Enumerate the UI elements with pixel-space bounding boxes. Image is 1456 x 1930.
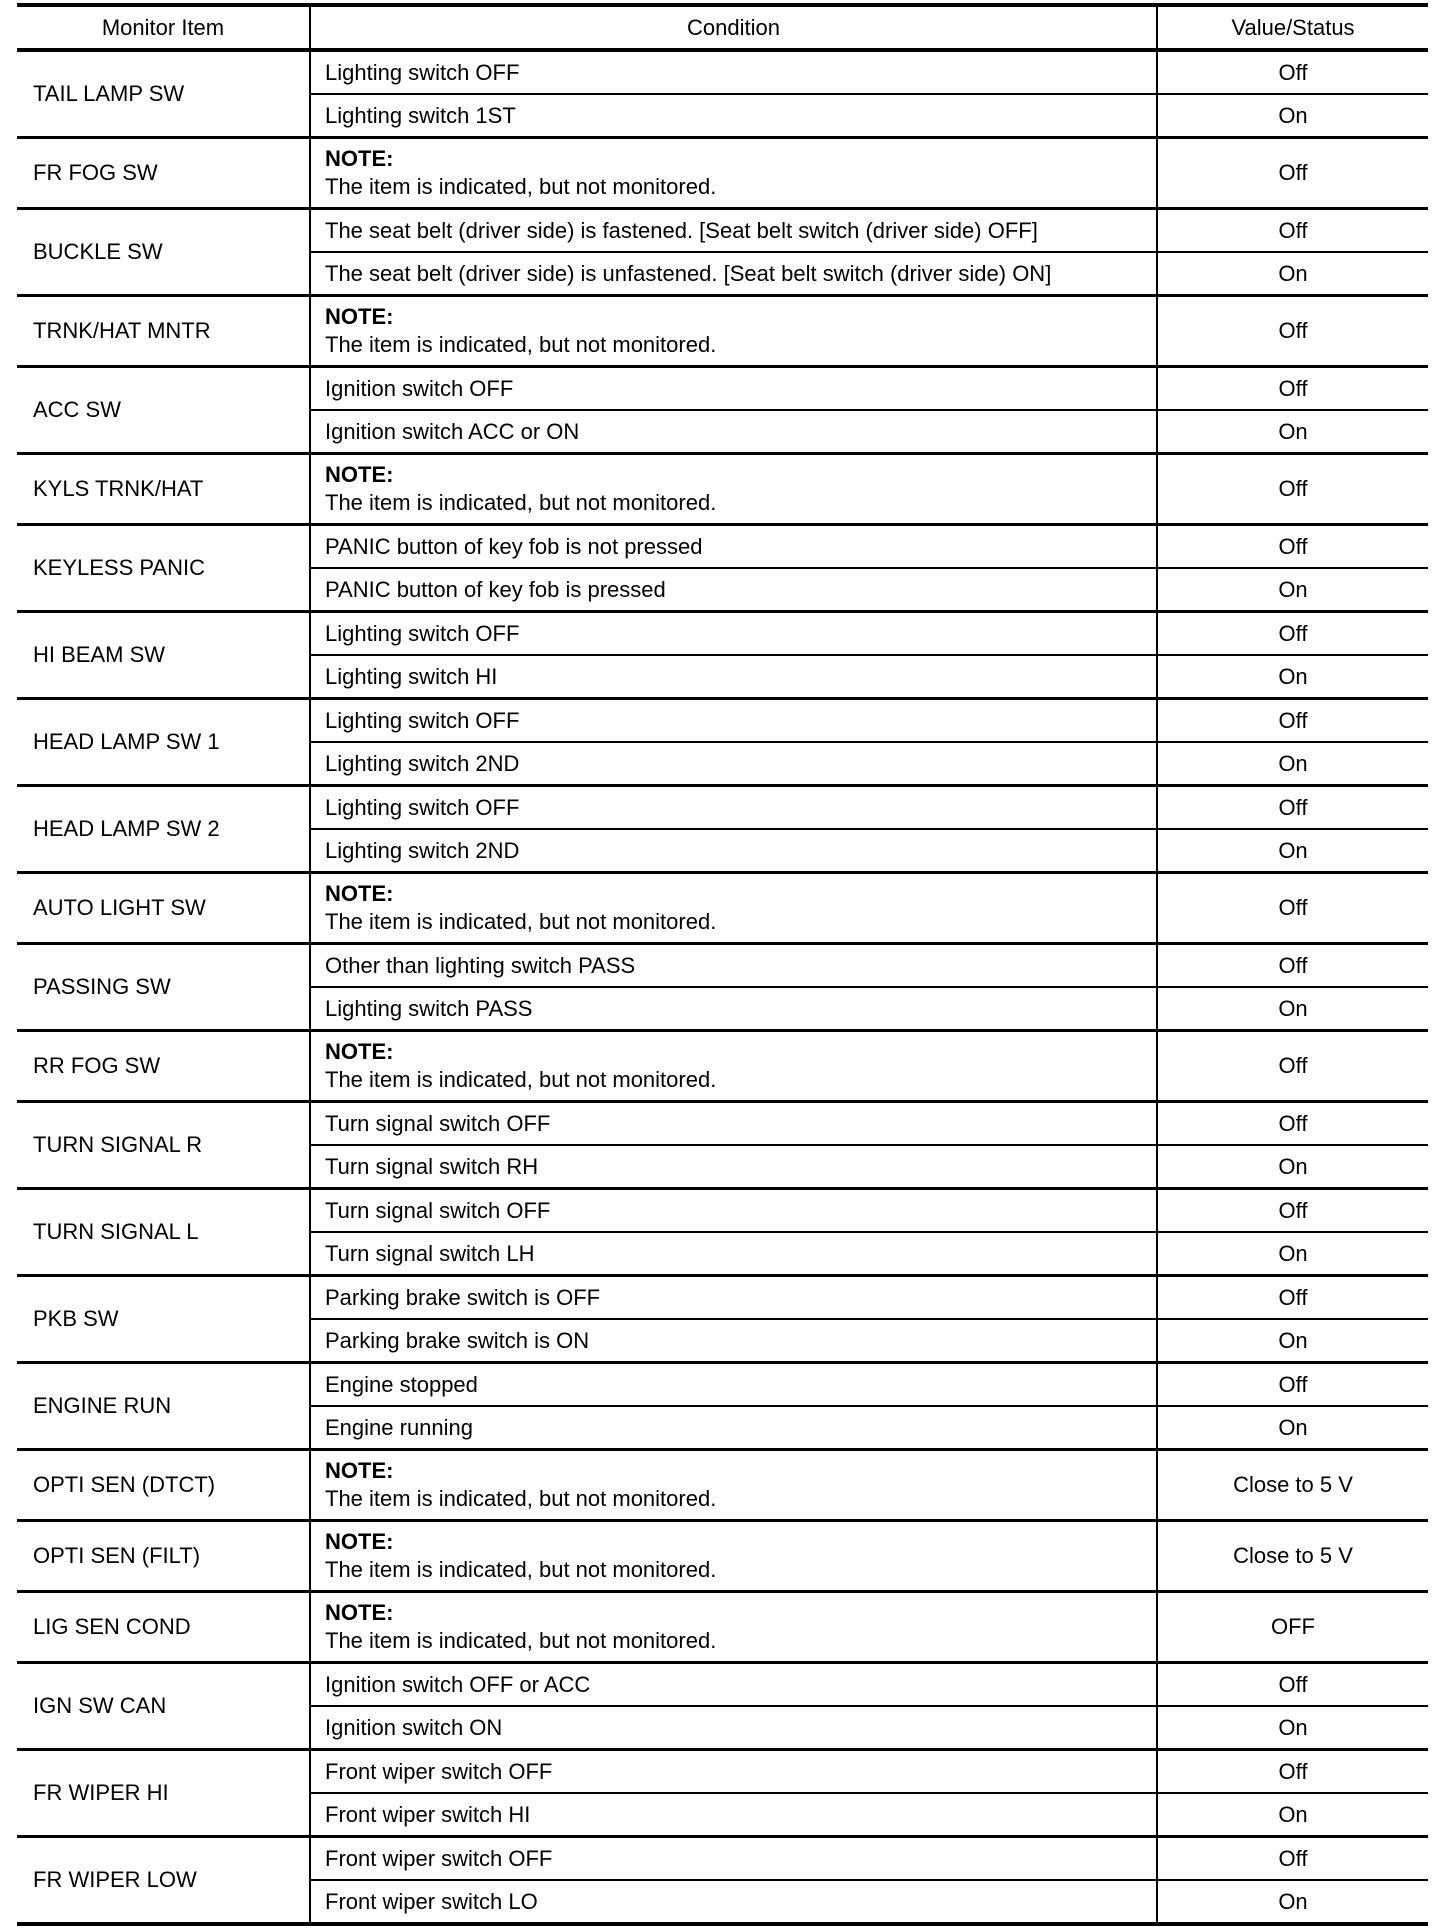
value-status-cell: Off — [1157, 873, 1428, 944]
monitor-item-cell: HI BEAM SW — [17, 612, 310, 699]
condition-cell — [310, 1592, 1157, 1663]
condition-cell: Ignition switch ACC or ON — [310, 410, 1157, 454]
table-row — [17, 1592, 1428, 1663]
value-status-cell: On — [1157, 1793, 1428, 1837]
monitor-item-cell: KYLS TRNK/HAT — [17, 454, 310, 525]
table-row — [17, 1189, 1428, 1233]
monitor-item-cell: KEYLESS PANIC — [17, 525, 310, 612]
condition-cell: Turn signal switch LH — [310, 1232, 1157, 1276]
monitor-item-cell: OPTI SEN (FILT) — [17, 1521, 310, 1592]
table-row — [17, 1031, 1428, 1102]
condition-cell: The seat belt (driver side) is fastened. [Seat belt switch (driver side) OFF] — [310, 209, 1157, 253]
condition-cell: Lighting switch OFF — [310, 50, 1157, 94]
monitor-item-cell: IGN SW CAN — [17, 1663, 310, 1750]
value-status-cell: Off — [1157, 1031, 1428, 1102]
monitor-item-cell: TURN SIGNAL R — [17, 1102, 310, 1189]
condition-cell: Front wiper switch HI — [310, 1793, 1157, 1837]
value-status-cell: Off — [1157, 699, 1428, 743]
value-status-cell: Off — [1157, 786, 1428, 830]
monitor-item-cell: ENGINE RUN — [17, 1363, 310, 1450]
value-status-cell: On — [1157, 1406, 1428, 1450]
table-row — [17, 525, 1428, 569]
value-status-cell: On — [1157, 829, 1428, 873]
note-text: The item is indicated, but not monitored. — [325, 1067, 717, 1092]
value-status-cell: Off — [1157, 296, 1428, 367]
note-text: The item is indicated, but not monitored. — [325, 1486, 717, 1511]
value-status-cell: Off — [1157, 612, 1428, 656]
condition-cell — [310, 1521, 1157, 1592]
condition-cell: Other than lighting switch PASS — [310, 944, 1157, 988]
value-status-cell: Off — [1157, 1837, 1428, 1881]
value-status-cell: Off — [1157, 367, 1428, 411]
value-status-cell: On — [1157, 1706, 1428, 1750]
note-title: NOTE: — [325, 462, 394, 487]
value-status-cell: Off — [1157, 1276, 1428, 1320]
condition-cell: Engine stopped — [310, 1363, 1157, 1407]
condition-cell: PANIC button of key fob is pressed — [310, 568, 1157, 612]
monitor-item-cell: PKB SW — [17, 1276, 310, 1363]
value-status-cell: Close to 5 V — [1157, 1450, 1428, 1521]
monitor-item-cell: BUCKLE SW — [17, 209, 310, 296]
table-row — [17, 612, 1428, 656]
condition-cell: Lighting switch OFF — [310, 699, 1157, 743]
value-status-cell: On — [1157, 987, 1428, 1031]
condition-cell: Lighting switch 2ND — [310, 829, 1157, 873]
note-text: The item is indicated, but not monitored. — [325, 909, 717, 934]
monitor-item-cell: LIG SEN COND — [17, 1592, 310, 1663]
condition-cell: Ignition switch OFF — [310, 367, 1157, 411]
monitor-item-cell: TRNK/HAT MNTR — [17, 296, 310, 367]
condition-cell: Lighting switch OFF — [310, 786, 1157, 830]
condition-cell — [310, 1450, 1157, 1521]
condition-cell: PANIC button of key fob is not pressed — [310, 525, 1157, 569]
condition-cell — [310, 296, 1157, 367]
monitor-item-cell: AUTO LIGHT SW — [17, 873, 310, 944]
value-status-cell: Off — [1157, 454, 1428, 525]
table-row — [17, 1363, 1428, 1407]
value-status-cell: On — [1157, 252, 1428, 296]
value-status-cell: Close to 5 V — [1157, 1521, 1428, 1592]
table-row — [17, 1663, 1428, 1707]
condition-cell: Engine running — [310, 1406, 1157, 1450]
value-status-cell: Off — [1157, 50, 1428, 94]
table-row — [17, 1837, 1428, 1881]
value-status-cell: On — [1157, 655, 1428, 699]
table-row — [17, 296, 1428, 367]
value-status-cell: Off — [1157, 944, 1428, 988]
monitor-item-cell: TAIL LAMP SW — [17, 50, 310, 138]
value-status-cell: Off — [1157, 525, 1428, 569]
condition-cell: Parking brake switch is ON — [310, 1319, 1157, 1363]
condition-cell — [310, 454, 1157, 525]
value-status-cell: OFF — [1157, 1592, 1428, 1663]
value-status-cell: Off — [1157, 209, 1428, 253]
note-text: The item is indicated, but not monitored. — [325, 1628, 717, 1653]
table-header-row — [17, 5, 1428, 50]
table-row — [17, 454, 1428, 525]
note-text: The item is indicated, but not monitored. — [325, 1557, 717, 1582]
table-body — [17, 50, 1428, 1924]
note-title: NOTE: — [325, 1600, 394, 1625]
condition-cell: Ignition switch OFF or ACC — [310, 1663, 1157, 1707]
note-text: The item is indicated, but not monitored. — [325, 332, 717, 357]
value-status-cell: On — [1157, 94, 1428, 138]
condition-cell: Ignition switch ON — [310, 1706, 1157, 1750]
header-monitor-item: Monitor Item — [17, 5, 310, 50]
table-row — [17, 1276, 1428, 1320]
condition-cell: Turn signal switch OFF — [310, 1189, 1157, 1233]
table-row — [17, 786, 1428, 830]
condition-cell: Lighting switch 2ND — [310, 742, 1157, 786]
header-condition: Condition — [310, 5, 1157, 50]
note-title: NOTE: — [325, 1458, 394, 1483]
header-value-status: Value/Status — [1157, 5, 1428, 50]
table-row — [17, 1521, 1428, 1592]
value-status-cell: On — [1157, 742, 1428, 786]
monitor-table — [17, 3, 1428, 1926]
table-row — [17, 1750, 1428, 1794]
value-status-cell: On — [1157, 410, 1428, 454]
note-title: NOTE: — [325, 146, 394, 171]
note-title: NOTE: — [325, 1039, 394, 1064]
value-status-cell: On — [1157, 1880, 1428, 1924]
monitor-item-cell: ACC SW — [17, 367, 310, 454]
value-status-cell: Off — [1157, 1189, 1428, 1233]
monitor-item-cell: FR WIPER LOW — [17, 1837, 310, 1925]
value-status-cell: On — [1157, 568, 1428, 612]
table-row — [17, 209, 1428, 253]
note-text: The item is indicated, but not monitored. — [325, 174, 717, 199]
table-row — [17, 50, 1428, 94]
monitor-item-cell: FR FOG SW — [17, 138, 310, 209]
condition-cell: Lighting switch 1ST — [310, 94, 1157, 138]
condition-cell: Front wiper switch LO — [310, 1880, 1157, 1924]
monitor-item-cell: HEAD LAMP SW 1 — [17, 699, 310, 786]
condition-cell: Lighting switch HI — [310, 655, 1157, 699]
monitor-item-cell: RR FOG SW — [17, 1031, 310, 1102]
note-title: NOTE: — [325, 304, 394, 329]
table-row — [17, 699, 1428, 743]
table-row — [17, 944, 1428, 988]
table-row — [17, 138, 1428, 209]
value-status-cell: Off — [1157, 1102, 1428, 1146]
note-text: The item is indicated, but not monitored. — [325, 490, 717, 515]
table-row — [17, 367, 1428, 411]
value-status-cell: Off — [1157, 138, 1428, 209]
condition-cell: Parking brake switch is OFF — [310, 1276, 1157, 1320]
table-row — [17, 873, 1428, 944]
condition-cell: Front wiper switch OFF — [310, 1750, 1157, 1794]
value-status-cell: On — [1157, 1145, 1428, 1189]
monitor-item-cell: TURN SIGNAL L — [17, 1189, 310, 1276]
condition-cell — [310, 1031, 1157, 1102]
note-title: NOTE: — [325, 1529, 394, 1554]
monitor-item-cell: HEAD LAMP SW 2 — [17, 786, 310, 873]
condition-cell: Lighting switch OFF — [310, 612, 1157, 656]
condition-cell: Lighting switch PASS — [310, 987, 1157, 1031]
value-status-cell: Off — [1157, 1363, 1428, 1407]
table-row — [17, 1450, 1428, 1521]
value-status-cell: On — [1157, 1319, 1428, 1363]
monitor-item-cell: PASSING SW — [17, 944, 310, 1031]
note-title: NOTE: — [325, 881, 394, 906]
condition-cell: Turn signal switch OFF — [310, 1102, 1157, 1146]
value-status-cell: On — [1157, 1232, 1428, 1276]
condition-cell: The seat belt (driver side) is unfastened. [Seat belt switch (driver side) ON] — [310, 252, 1157, 296]
monitor-item-cell: FR WIPER HI — [17, 1750, 310, 1837]
monitor-item-cell: OPTI SEN (DTCT) — [17, 1450, 310, 1521]
value-status-cell: Off — [1157, 1750, 1428, 1794]
value-status-cell: Off — [1157, 1663, 1428, 1707]
condition-cell: Front wiper switch OFF — [310, 1837, 1157, 1881]
condition-cell — [310, 138, 1157, 209]
table-row — [17, 1102, 1428, 1146]
condition-cell — [310, 873, 1157, 944]
condition-cell: Turn signal switch RH — [310, 1145, 1157, 1189]
